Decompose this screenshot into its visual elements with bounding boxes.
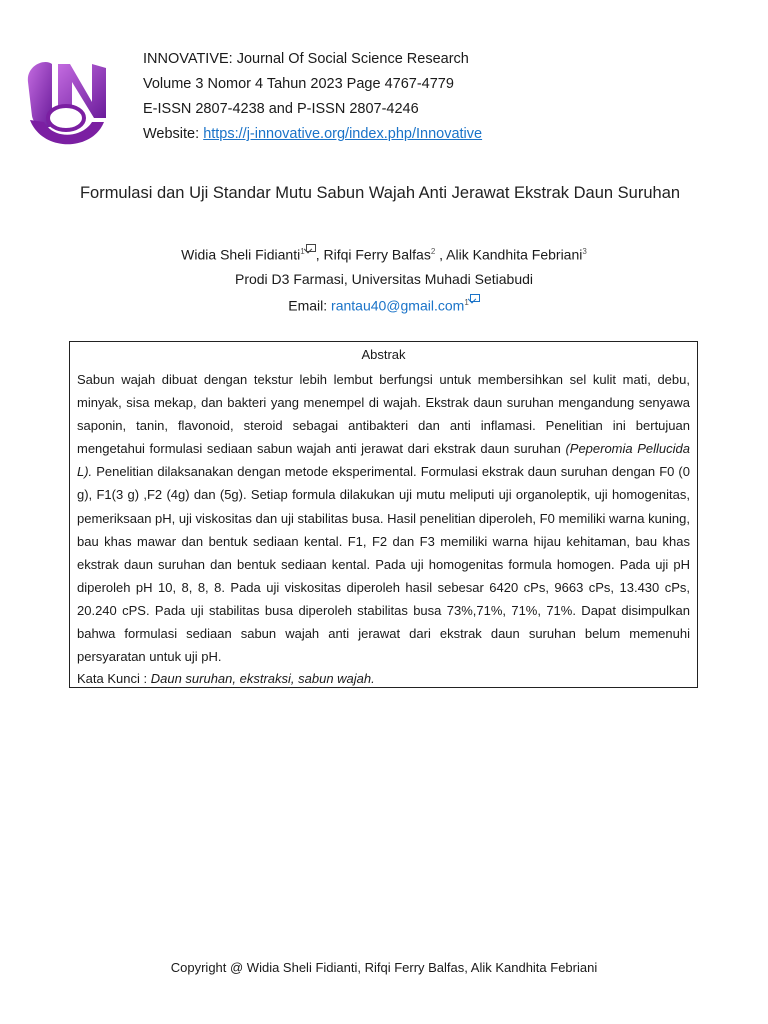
author-sup: 3 xyxy=(582,247,587,256)
author-name: , Rifqi Ferry Balfas xyxy=(315,246,431,263)
mail-icon xyxy=(306,244,316,252)
author-sup: 1 xyxy=(300,247,305,256)
journal-name: INNOVATIVE: Journal Of Social Science Research xyxy=(143,51,469,67)
species-name: (Peperomia Pellucida L). xyxy=(77,441,690,480)
author-name: , Alik Kandhita Febriani xyxy=(435,246,583,263)
keywords-label: Kata Kunci : xyxy=(77,671,151,687)
email-line xyxy=(0,291,768,318)
email-link[interactable]: rantau40@gmail.com xyxy=(331,297,465,314)
author-name: Widia Sheli Fidianti xyxy=(181,246,301,263)
journal-logo xyxy=(22,56,110,152)
mail-icon xyxy=(470,294,480,302)
author-list xyxy=(0,240,768,267)
website-label: Website: xyxy=(143,126,204,142)
abstract-text-part: Penelitian dilaksanakan dengan metode eksperimental. Formulasi ekstrak daun suruhan dengan F0 (0 g), F1(3 g) ,F2 (4g) dan (5g). Setiap formula dilakukan uji mutu meliputi uji organoleptik, uji homogenitas, pemeriksaan pH, uji viskositas dan uji stabilitas busa. Hasil penelitian diperoleh, F0 memiliki warna kuning, bau khas mawar dan bentuk sediaan kental. F1, F2 dan F3 memiliki warna hijau kehitaman, bau khas ekstrak daun suruhan dan bentuk sediaan kental. Pada uji homogenitas formula homogen. Pada uji pH diperoleh pH 10, 8, 8, 8. Pada uji viskositas diperoleh hasil sebesar 6420 cPs, 9663 cPs, 13.430 cPs, 20.240 cPS. Pada uji stabilitas busa diperoleh stabilitas busa 73%,71%, 71%, 71%. Dapat disimpulkan bahwa formulasi sediaan sabun wajah anti jerawat dari ekstrak daun suruhan belum memenuhi persyaratan untuk uji pH. xyxy=(77,464,690,665)
abstract-text-part: Sabun wajah dibuat dengan tekstur lebih lembut berfungsi untuk membersihkan sel kulit mati, debu, minyak, sisa mekap, dan bakteri yang menempel di wajah. Ekstrak daun suruhan mengandung senyawa saponin, tanin, flavonoid, steroid sebagai antibakteri dan anti inflamasi. Penelitian ini bertujuan mengetahui formulasi sediaan sabun wajah anti jerawat dari ekstrak daun suruhan xyxy=(77,372,690,457)
keywords: Daun suruhan, ekstraksi, sabun wajah. xyxy=(150,671,375,687)
author-sup: 2 xyxy=(430,247,436,256)
affiliation: Prodi D3 Farmasi, Universitas Muhadi Setiabudi xyxy=(234,270,533,287)
author-block xyxy=(0,240,768,317)
email-label: Email: xyxy=(288,297,332,314)
abstract-box xyxy=(69,341,698,688)
copyright-footer: Copyright @ Widia Sheli Fidianti, Rifqi Ferry Balfas, Alik Kandhita Febriani xyxy=(170,960,598,975)
journal-header xyxy=(143,47,482,147)
website-link[interactable]: https://j-innovative.org/index.php/Innovative xyxy=(203,126,483,142)
abstract-heading: Abstrak xyxy=(361,347,406,362)
journal-volume: Volume 3 Nomor 4 Tahun 2023 Page 4767-4779 xyxy=(143,76,454,92)
paper-title: Formulasi dan Uji Standar Mutu Sabun Wajah Anti Jerawat Ekstrak Daun Suruhan xyxy=(79,184,681,202)
abstract-text xyxy=(77,368,690,668)
journal-issn: E-ISSN 2807-4238 and P-ISSN 2807-4246 xyxy=(143,101,419,117)
email-sup: 1 xyxy=(464,297,469,307)
keywords-line xyxy=(77,668,690,689)
journal-website xyxy=(143,122,482,147)
